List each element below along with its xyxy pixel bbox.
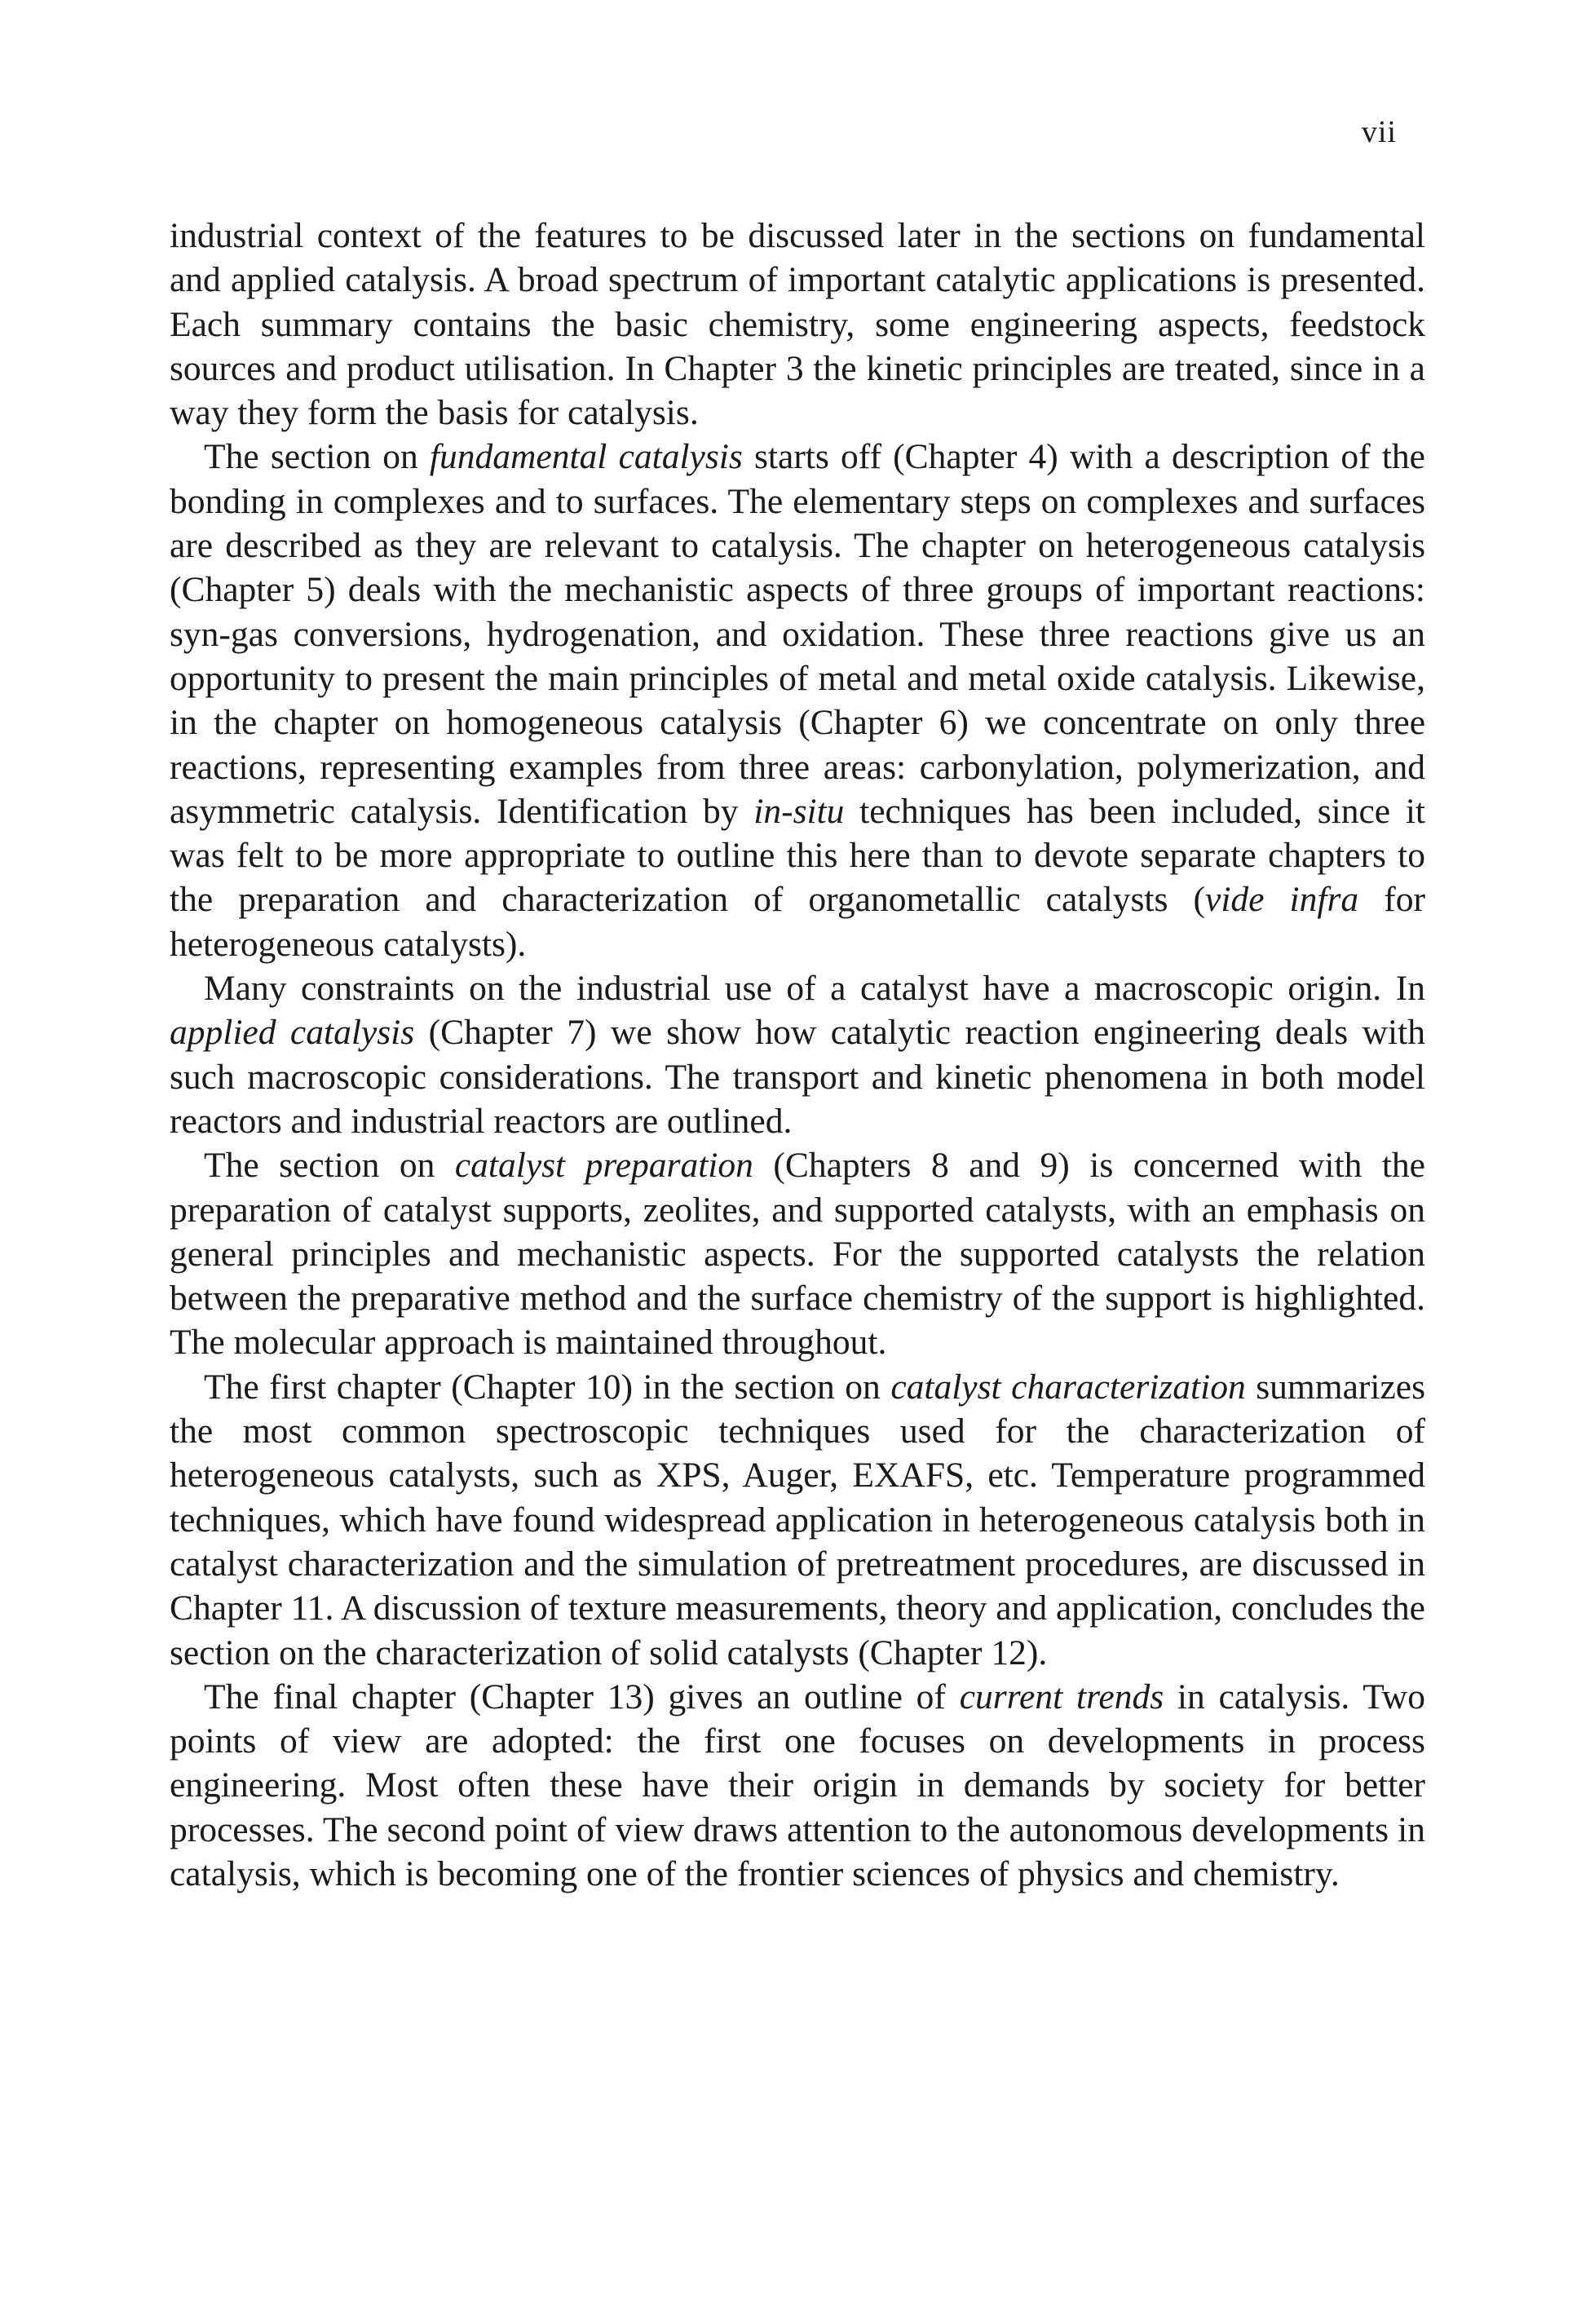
text-segment: starts off (Chapter 4) with a description of the bonding in complexes and to surfaces. The elementary steps on complexes and surfaces are described as they are relevant to catalysis. The chapter on heterogeneous catalysis (Chapter 5) deals with the mechanistic aspects of three groups of important reactions: syn-gas conversions, hydrogenation, and oxidation. These three reactions give us an opportunity to present the main principles of metal and metal oxide catalysis. Likewise, in the chapter on homogeneous catalysis (Chapter 6) we concentrate on only three reactions, representing examples from three areas: carbonylation, polymerization, and asymmetric catalysis. Identification by [170,437,1425,831]
text-segment: The section on [204,1146,455,1186]
italic-term: catalyst characterization [890,1367,1246,1407]
paragraph-catalyst-characterization [170,1365,1425,1675]
text-segment: techniques has been included, since it was felt to be more appropriate to outline this here than to devote separate chapters to the preparation and characterization of organometallic catalysts ( [170,791,1425,920]
body-text [170,214,1425,1896]
text-segment: industrial context of the features to be discussed later in the sections on fundamental and applied catalysis. A broad spectrum of important catalytic applications is presented. Each summary contains the basic chemistry, some engineering aspects, feedstock sources and product utilisation. In Chapter 3 the kinetic principles are treated, since in a way they form the basis for catalysis. [170,216,1425,433]
page-number: vii [1361,115,1397,149]
italic-term: vide infra [1205,880,1359,920]
text-segment: in catalysis. Two points of view are adopted: the first one focuses on developments in process engineering. Most often these have their origin in demands by society for better processes. The second point of view draws attention to the autonomous developments in catalysis, which is becoming one of the frontier sciences of physics and chemistry. [170,1677,1425,1893]
paragraph-catalyst-preparation [170,1143,1425,1364]
text-segment: The final chapter (Chapter 13) gives an outline of [204,1677,960,1716]
italic-term: fundamental catalysis [429,437,743,477]
italic-term: in-situ [753,791,845,831]
italic-term: applied catalysis [170,1013,415,1053]
italic-term: current trends [959,1677,1164,1716]
paragraph-applied-catalysis [170,966,1425,1143]
paragraph-fundamental-catalysis [170,435,1425,966]
text-segment: (Chapter 7) we show how catalytic reaction engineering deals with such macroscopic considerations. The transport and kinetic phenomena in both model reactors and industrial reactors are outlined. [170,1013,1425,1141]
text-segment: The first chapter (Chapter 10) in the section on [204,1367,891,1407]
paragraph-industrial-context [170,214,1425,435]
text-segment: The section on [204,437,430,477]
text-segment: Many constraints on the industrial use of a catalyst have a macroscopic origin. In [204,969,1425,1009]
text-segment: summarizes the most common spectroscopic techniques used for the characterization of heterogeneous catalysts, such as XPS, Auger, EXAFS, etc. Temperature programmed techniques, which have found widespread application in heterogeneous catalysis both in catalyst characterization and the simulation of pretreatment procedures, are discussed in Chapter 11. A discussion of texture measurements, theory and application, concludes the section on the characterization of solid catalysts (Chapter 12). [170,1367,1426,1672]
italic-term: catalyst preparation [454,1146,753,1186]
paragraph-current-trends [170,1675,1425,1896]
text-segment: (Chapters 8 and 9) is concerned with the preparation of catalyst supports, zeolites, and supported catalysts, with an emphasis on general principles and mechanistic aspects. For the supported catalysts the relation between the preparative method and the surface chemistry of the support is highlighted. The molecular approach is maintained throughout. [170,1146,1425,1363]
text-segment: for heterogeneous catalysts). [170,880,1425,964]
